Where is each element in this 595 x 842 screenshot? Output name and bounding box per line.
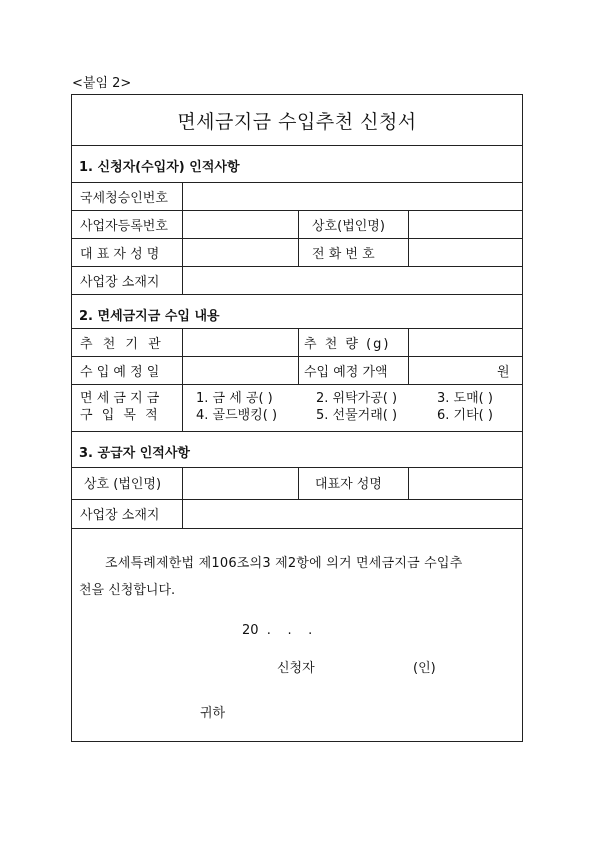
- divider: [72, 210, 522, 211]
- divider: [72, 238, 522, 239]
- attachment-label: <붙임 2>: [72, 76, 132, 91]
- applicant-trade-name-label: 상호(법인명): [312, 219, 385, 234]
- purpose-option-consignment-processing[interactable]: 2. 위탁가공( ): [316, 391, 398, 406]
- date-line: 20 . . .: [242, 623, 313, 638]
- representative-name-label: 대 표 자 성 명: [80, 247, 160, 262]
- divider: [72, 294, 522, 295]
- divider: [72, 266, 522, 267]
- addressee-label: 귀하: [200, 706, 226, 721]
- currency-unit: 원: [497, 365, 510, 380]
- supplier-trade-name-label: 상호 (법인명): [84, 477, 162, 492]
- column-divider: [408, 210, 409, 266]
- business-reg-label: 사업자등록번호: [80, 219, 168, 234]
- phone-label: 전 화 번 호: [312, 247, 375, 262]
- divider: [72, 182, 522, 183]
- seal-label: (인): [413, 661, 436, 676]
- applicant-address-label: 사업장 소재지: [80, 275, 160, 290]
- purpose-option-gold-banking[interactable]: 4. 골드뱅킹( ): [196, 408, 278, 423]
- column-divider: [298, 210, 299, 266]
- purpose-label-line2: 구 입 목 적: [80, 408, 161, 423]
- purpose-label-line1: 면 세 금 지 금: [80, 391, 160, 406]
- column-divider: [298, 328, 299, 384]
- form-title: 면세금지금 수입추천 신청서: [177, 111, 417, 133]
- divider: [72, 528, 522, 529]
- recommending-agency-label: 추 천 기 관: [80, 337, 164, 352]
- column-divider: [182, 467, 183, 528]
- divider: [72, 145, 522, 146]
- application-form: [71, 94, 523, 742]
- purpose-option-futures-trading[interactable]: 5. 선물거래( ): [316, 408, 398, 423]
- planned-import-date-label: 수 입 예 정 일: [80, 365, 160, 380]
- approval-number-label: 국세청승인번호: [80, 191, 168, 206]
- column-divider: [182, 182, 183, 294]
- divider: [72, 467, 522, 468]
- section1-heading: 1. 신청자(수입자) 인적사항: [79, 160, 240, 175]
- section3-heading: 3. 공급자 인적사항: [79, 446, 190, 461]
- supplier-address-label: 사업장 소재지: [80, 508, 160, 523]
- statement-line1: 조세특례제한법 제106조의3 제2항에 의거 면세금지금 수입추: [105, 556, 463, 571]
- recommended-amount-label: 추 천 량 (g): [304, 337, 391, 352]
- divider: [72, 431, 522, 432]
- column-divider: [408, 467, 409, 499]
- divider: [72, 384, 522, 385]
- statement-line2: 천을 신청합니다.: [79, 583, 176, 598]
- purpose-option-goldsmithing[interactable]: 1. 금 세 공( ): [196, 391, 273, 406]
- section2-heading: 2. 면세금지금 수입 내용: [79, 309, 220, 324]
- divider: [72, 499, 522, 500]
- column-divider: [408, 328, 409, 384]
- purpose-option-wholesale[interactable]: 3. 도매( ): [437, 391, 493, 406]
- purpose-option-other[interactable]: 6. 기타( ): [437, 408, 493, 423]
- column-divider: [182, 384, 183, 431]
- column-divider: [298, 467, 299, 499]
- column-divider: [182, 328, 183, 384]
- application-statement: [79, 550, 515, 604]
- divider: [72, 356, 522, 357]
- planned-import-price-label: 수입 예정 가액: [304, 365, 388, 380]
- applicant-label: 신청자: [277, 661, 315, 676]
- divider: [72, 328, 522, 329]
- supplier-representative-label: 대표자 성명: [315, 477, 382, 492]
